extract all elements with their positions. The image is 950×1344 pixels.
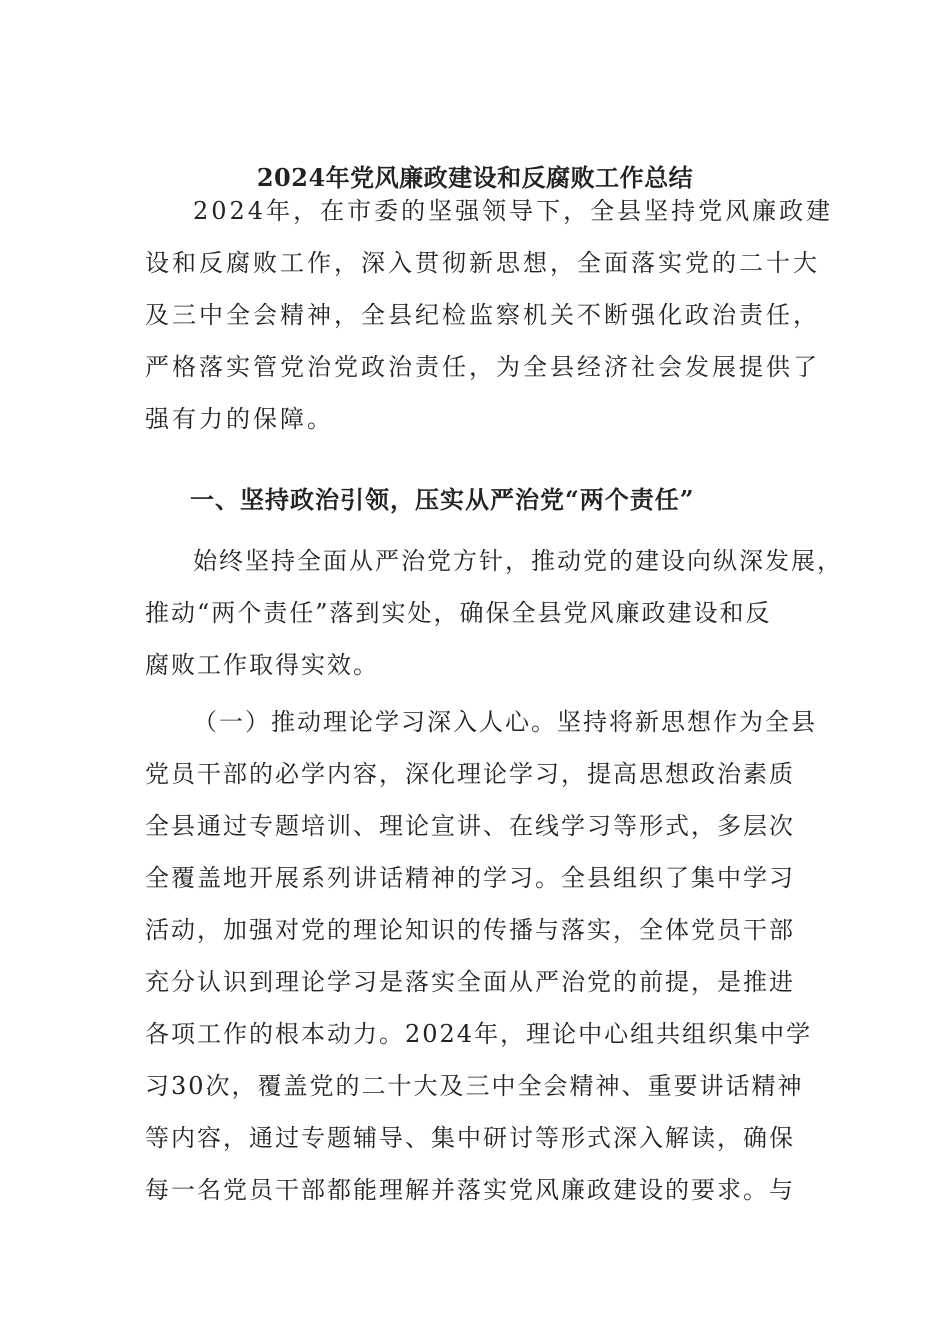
intro-line: 强有力的保障。 xyxy=(145,405,334,433)
intro-line: 严格落实管党治党政治责任，为全县经济社会发展提供了 xyxy=(145,353,820,381)
subsection-1-line: 习30次，覆盖党的二十大及三中全会精神、重要讲话精神 xyxy=(145,1072,804,1100)
subsection-1-line: 活动，加强对党的理论知识的传播与落实，全体党员干部 xyxy=(145,916,795,944)
intro-line: 及三中全会精神，全县纪检监察机关不断强化政治责任， xyxy=(145,301,820,329)
section-1-line: 腐败工作取得实效。 xyxy=(145,651,379,679)
subsection-1-line: （一）推动理论学习深入人心。坚持将新思想作为全县 xyxy=(193,708,817,736)
subsection-1-line: 全县通过专题培训、理论宣讲、在线学习等形式，多层次 xyxy=(145,812,795,840)
subsection-1-line: 各项工作的根本动力。2024年，理论中心组共组织集中学 xyxy=(145,1020,813,1048)
document-title: 2024年党风廉政建设和反腐败工作总结 xyxy=(256,163,694,192)
section-1-line: 推动“两个责任”落到实处，确保全县党风廉政建设和反 xyxy=(145,599,772,627)
section-1-paragraph xyxy=(145,535,843,691)
subsection-1-line: 每一名党员干部都能理解并落实党风廉政建设的要求。与 xyxy=(145,1176,795,1204)
section-1-heading: 一、坚持政治引领，压实从严治党“两个责任” xyxy=(190,485,695,514)
intro-line: 2024年，在市委的坚强领导下，全县坚持党风廉政建 xyxy=(193,197,834,225)
section-1-line: 始终坚持全面从严治党方针，推动党的建设向纵深发展， xyxy=(193,547,843,575)
subsection-1-line: 全覆盖地开展系列讲话精神的学习。全县组织了集中学习 xyxy=(145,864,795,892)
intro-line: 设和反腐败工作，深入贯彻新思想，全面落实党的二十大 xyxy=(145,249,820,277)
subsection-1-line: 党员干部的必学内容，深化理论学习，提高思想政治素质 xyxy=(145,760,795,788)
subsection-1-line: 充分认识到理论学习是落实全面从严治党的前提，是推进 xyxy=(145,968,795,996)
intro-paragraph xyxy=(145,185,834,445)
subsection-1-paragraph xyxy=(145,696,825,1216)
subsection-1-line: 等内容，通过专题辅导、集中研讨等形式深入解读，确保 xyxy=(145,1124,795,1152)
